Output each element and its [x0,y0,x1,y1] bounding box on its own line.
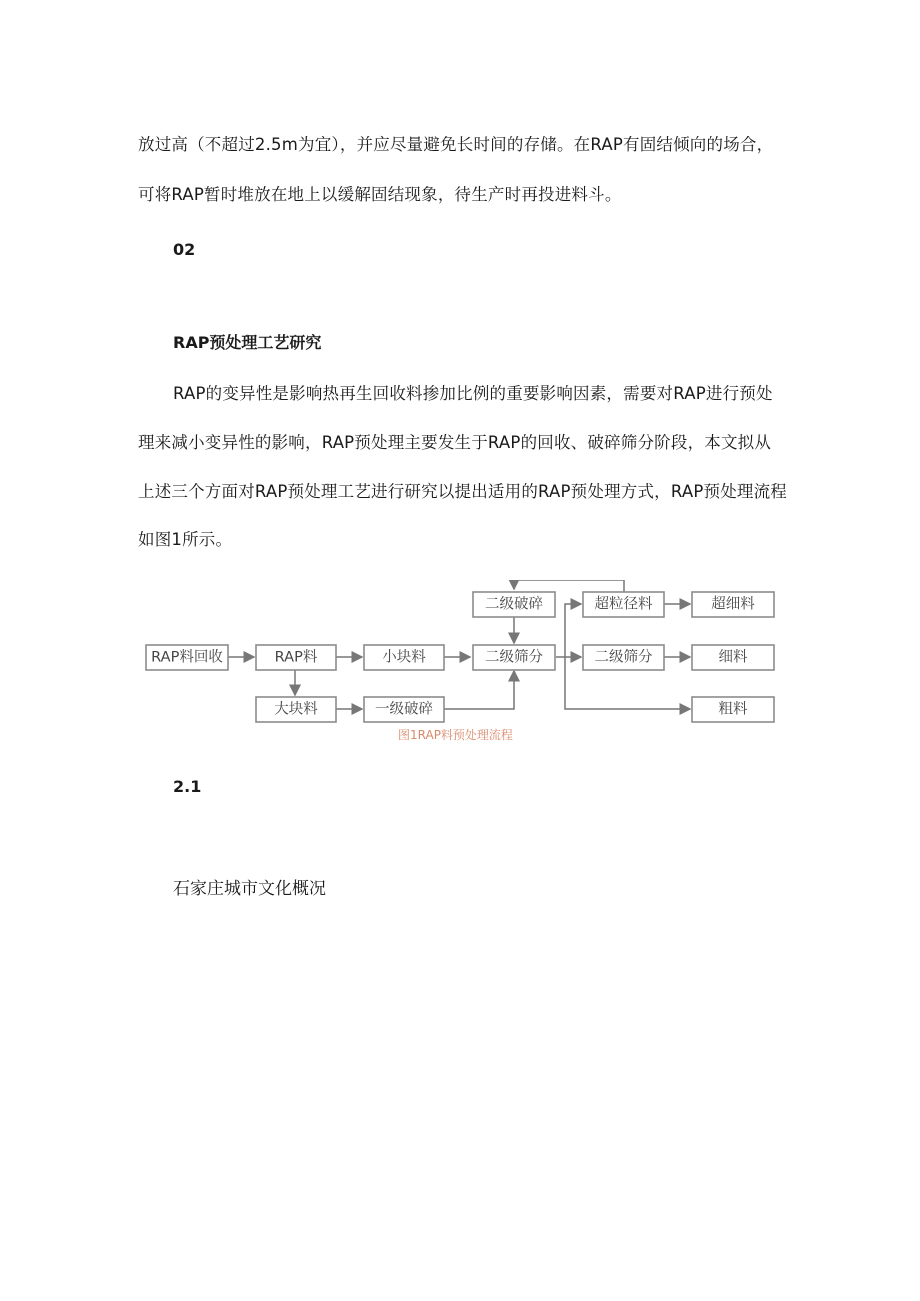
paragraph-line: RAP的变异性是影响热再生回收料掺加比例的重要影响因素，需要对RAP进行预处 [173,384,773,403]
svg-text:小块料: 小块料 [382,649,426,666]
arrow [444,671,514,709]
paragraph-line: 上述三个方面对RAP预处理工艺进行研究以提出适用的RAP预处理方式，RAP预处理流程 [138,482,787,501]
section-title: RAP预处理工艺研究 [173,333,322,352]
node-fine [692,645,774,670]
svg-text:粗料: 粗料 [718,701,748,718]
node-oversize [583,592,664,617]
node-secondary-screen [473,645,555,670]
svg-text:RAP料回收: RAP料回收 [151,649,223,666]
node-secondary-screen-b [583,645,664,670]
svg-text:二级筛分: 二级筛分 [485,649,543,666]
node-small-block [364,645,444,670]
node-primary-crush [364,697,444,722]
flow-diagram [140,580,790,728]
svg-text:细料: 细料 [718,649,748,666]
paragraph-line: 理来减小变异性的影响，RAP预处理主要发生于RAP的回收、破碎筛分阶段，本文拟从 [138,433,772,452]
svg-text:超粒径料: 超粒径料 [594,596,653,613]
node-superfine [692,592,774,617]
node-rap-recycle [146,645,228,670]
node-big-block [256,697,336,722]
svg-text:大块料: 大块料 [274,701,318,718]
paragraph-line: 可将RAP暂时堆放在地上以缓解固结现象，待生产时再投进料斗。 [138,185,622,204]
svg-text:RAP料: RAP料 [274,649,318,666]
section-number: 2.1 [173,777,202,796]
arrow [565,604,581,657]
node-coarse [692,697,774,722]
paragraph-line: 放过高（不超过2.5m为宜），并应尽量避免长时间的存储。在RAP有固结倾向的场合， [138,135,774,154]
node-rap [256,645,336,670]
section-title: 石家庄城市文化概况 [173,879,326,899]
figure-caption: 图1RAP料预处理流程 [398,728,513,742]
svg-text:超细料: 超细料 [711,596,755,613]
paragraph-line: 如图1所示。 [138,530,233,549]
section-number: 02 [173,240,196,259]
svg-text:一级破碎: 一级破碎 [375,701,433,718]
svg-text:二级破碎: 二级破碎 [485,596,543,613]
svg-text:二级筛分: 二级筛分 [594,649,653,666]
arrow [514,580,624,593]
node-secondary-crush [473,592,555,617]
